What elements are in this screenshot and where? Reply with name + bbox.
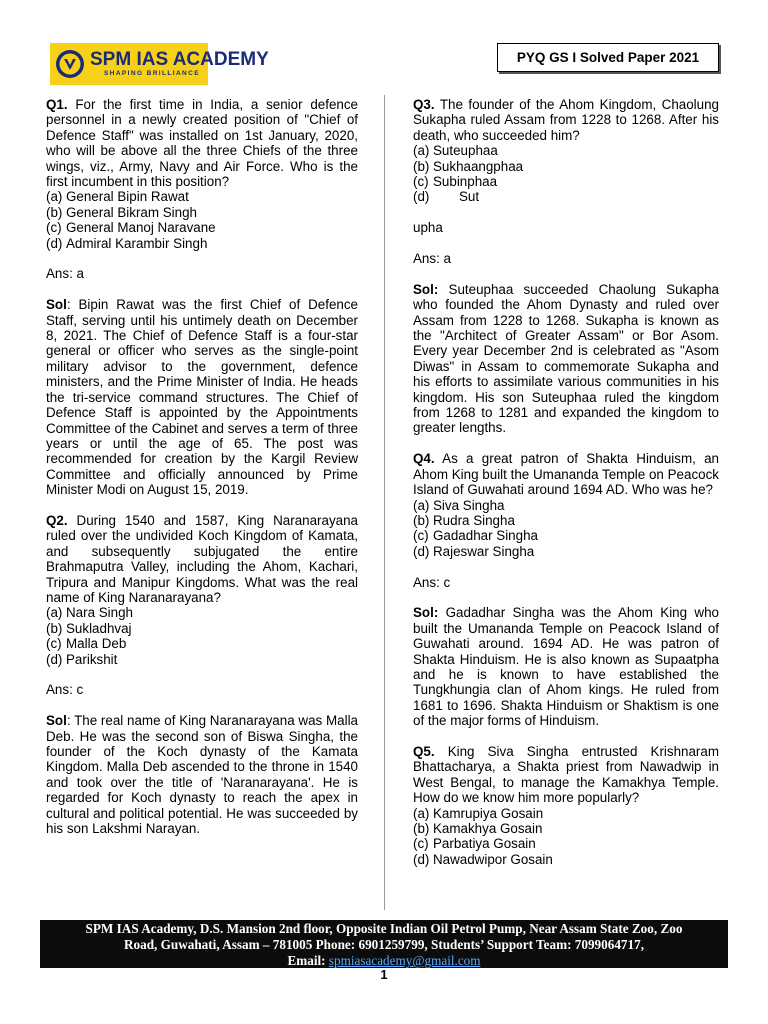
- footer-address-bar: [40, 920, 728, 968]
- question-5-option-d: (d) Nawadwipor Gosain: [413, 851, 553, 867]
- column-divider: [384, 95, 385, 910]
- question-4-option-c: (c) Gadadhar Singha: [413, 528, 538, 544]
- question-1-option-c: (c) General Manoj Naravane: [46, 220, 216, 236]
- question-3-solution: Sol: Suteuphaa succeeded Chaolung Sukapha who founded the Ahom Dynasty and ruled over Assam from 1228 to 1268. Sukapha is known as the "Architect of Greater Assam" or Bor Asom. Every year December 2nd is celebrated as "Asom Diwas" in Assam to commemorate Sukapha and his efforts to assimilate various communities in his kingdom. His son Suteuphaa ruled the kingdom from 1268 to 1281 and expanded the kingdom to greater lengths.: [413, 281, 719, 436]
- paper-title: PYQ GS I Solved Paper 2021: [497, 43, 719, 72]
- question-3-option-a: (a) Suteuphaa: [413, 143, 498, 159]
- page-number: 1: [380, 967, 388, 982]
- footer-email-link[interactable]: spmiasacademy@gmail.com: [328, 953, 481, 968]
- question-1-option-b: (b) General Bikram Singh: [46, 204, 197, 220]
- academy-logo: [50, 43, 269, 85]
- question-5-option-c: (c) Parbatiya Gosain: [413, 836, 536, 852]
- question-3-option-continuation: upha: [413, 220, 443, 236]
- question-3-option-d: (d) Sut: [413, 189, 480, 205]
- right-column: [413, 97, 719, 867]
- question-4-answer: Ans: c: [413, 574, 451, 590]
- question-1-option-d: (d) Admiral Karambir Singh: [46, 235, 208, 251]
- logo-tagline: SHAPING BRILLIANCE: [104, 70, 200, 78]
- question-2-option-b: (b) Sukladhvaj: [46, 620, 132, 636]
- question-2: Q2. During 1540 and 1587, King Naranarayana ruled over the undivided Koch Kingdom of Kamata, and subsequently subjugated the entire Brahmaputra Valley, including the Ahom, Kachari, Tripura and Manipur Kingdoms. What was the real name of King Naranarayana?: [46, 512, 358, 605]
- footer-email-label: Email:: [287, 953, 329, 968]
- question-4-option-b: (b) Rudra Singha: [413, 512, 515, 528]
- footer-address-line-1: SPM IAS Academy, D.S. Mansion 2nd floor, Opposite Indian Oil Petrol Pump, Near Assam State Zoo, Zoo: [85, 921, 683, 936]
- question-1-answer: Ans: a: [46, 266, 84, 282]
- footer-address-line-2: Road, Guwahati, Assam – 781005 Phone: 6901259799, Students’ Support Team: 7099064717,: [124, 937, 644, 952]
- academy-emblem-icon: [54, 48, 86, 80]
- question-3-option-c: (c) Subinphaa: [413, 174, 498, 190]
- question-4-solution: Sol: Gadadhar Singha was the Ahom King who built the Umananda Temple on Peacock Island of Guwahati around. 1694 AD. He was patron of Shakta Hinduism. He is also known as Supaatpha and he is known to have established the Tungkhungia clan of Ahom kings. He ruled from 1681 to 1696. Shakta Hinduism or Shaktism is one of the major forms of Hinduism.: [413, 605, 719, 729]
- question-5: Q5. King Siva Singha entrusted Krishnaram Bhattacharya, a Shakta priest from Nawadwip in West Bengal, to manage the Kamakhya Temple. How do we know him more popularly?: [413, 743, 719, 806]
- question-3-option-b: (b) Sukhaangphaa: [413, 158, 524, 174]
- question-1-option-a: (a) General Bipin Rawat: [46, 189, 189, 205]
- question-1-solution: Sol: Bipin Rawat was the first Chief of Defence Staff, serving until his untimely death on December 8, 2021. The Chief of Defence Staff is a four-star general or officer who serves as the single-point military advisor to the government, defence ministers, and the Prime Minister of India. He heads the tri-service command structures. The Chief of Defence Staff is appointed by the Appointments Committee of the Cabinet and serves a term of three years or until the age of 65. The post was recommended for creation by the Kargil Review Committee and officially announced by Prime Minister Modi on August 15, 2019.: [46, 297, 358, 498]
- question-4-option-a: (a) Siva Singha: [413, 497, 505, 513]
- question-5-option-a: (a) Kamrupiya Gosain: [413, 805, 544, 821]
- question-2-option-c: (c) Malla Deb: [46, 636, 127, 652]
- question-2-option-a: (a) Nara Singh: [46, 605, 133, 621]
- question-4-option-d: (d) Rajeswar Singha: [413, 543, 535, 559]
- left-column: [46, 97, 358, 836]
- question-2-solution: Sol: The real name of King Naranarayana was Malla Deb. He was the second son of Biswa Singha, the founder of the Koch dynasty of the Kamata Kingdom. Malla Deb ascended to the throne in 1540 and took over the title of 'Naranarayana'. He is regarded for Koch dynasty to reach the apex in cultural and political potential. He was succeeded by his son Lakshmi Narayan.: [46, 713, 358, 837]
- question-4: Q4. As a great patron of Shakta Hinduism, an Ahom King built the Umananda Temple on Peacock Island of Guwahati around 1694 AD. Who was he?: [413, 451, 719, 498]
- question-1: Q1. For the first time in India, a senior defence personnel in a newly created position of "Chief of Defence Staff" was installed on 1st January, 2020, who will be above all the three Chiefs of the three wings, viz., Army, Navy and Air Force. Who is the first incumbent in this position?: [46, 97, 358, 190]
- question-2-answer: Ans: c: [46, 682, 84, 698]
- question-3: Q3. The founder of the Ahom Kingdom, Chaolung Sukapha ruled Assam from 1228 to 1268. After his death, who succeeded him?: [413, 97, 719, 143]
- logo-name: SPM IAS ACADEMY: [90, 49, 269, 71]
- question-3-answer: Ans: a: [413, 251, 451, 267]
- question-2-option-d: (d) Parikshit: [46, 651, 118, 667]
- question-5-option-b: (b) Kamakhya Gosain: [413, 820, 543, 836]
